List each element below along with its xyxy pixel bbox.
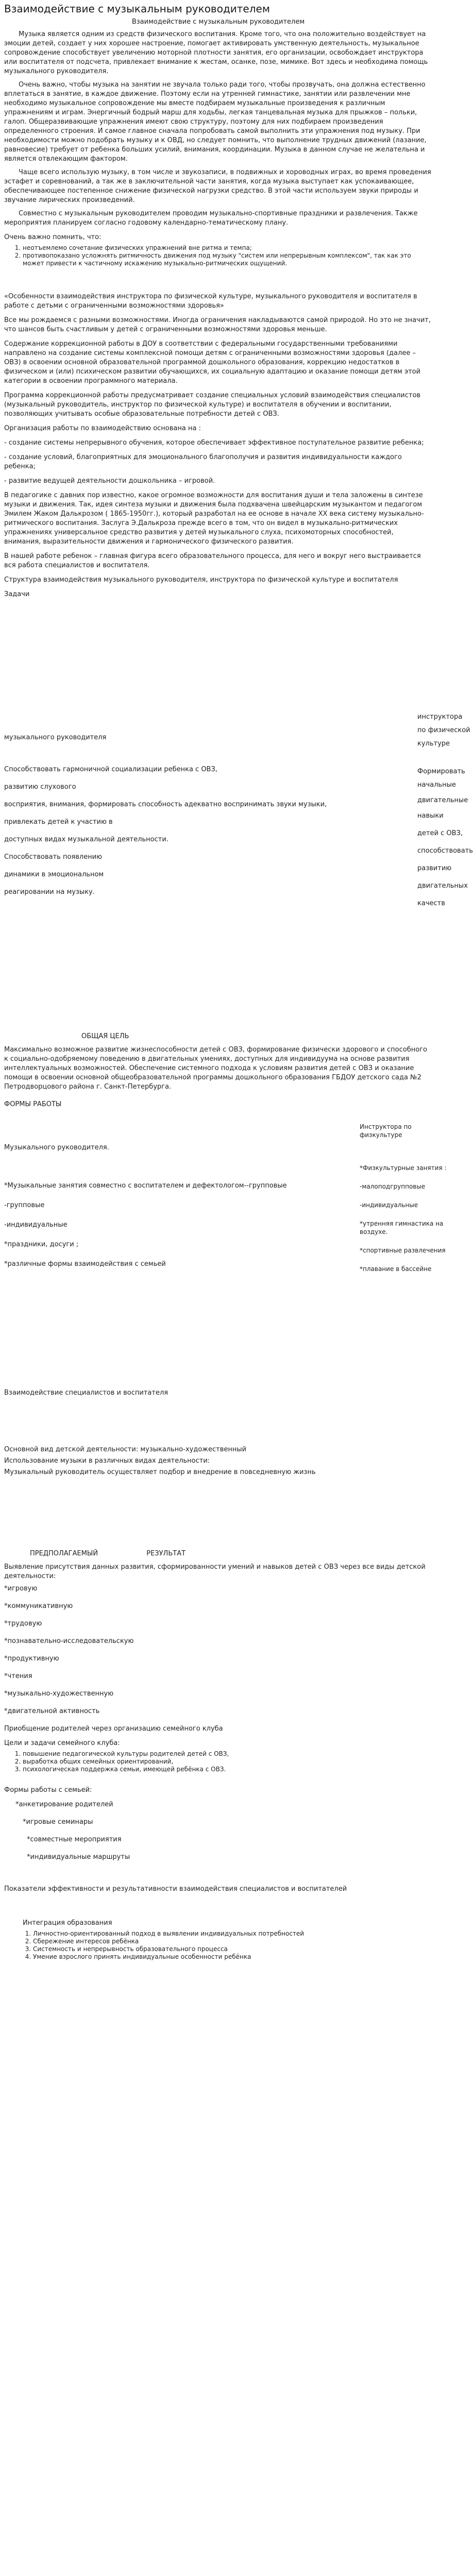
paragraph-program: Программа коррекционной работы предусматривает создание специальных условий взаимодействия специалистов (музыкальный руководитель, инструктор по физической культуре) и воспитателя в обучении и воспитании, позволяющих учитывать особые образовательные потребности детей с ОВЗ. <box>4 392 421 418</box>
list-item: *анкетирование родителей <box>15 1801 113 1808</box>
important-list <box>4 244 432 267</box>
music-leader-line: Музыкальный руководитель осуществляет подбор и внедрение в повседневную жизнь <box>4 1468 316 1476</box>
task-right-line: развитию <box>417 865 452 872</box>
page-subtitle: Взаимодействие с музыкальным руководителем <box>131 18 305 26</box>
family-forms-label: Формы работы с семьей: <box>4 1786 92 1794</box>
tasks-section <box>4 609 473 970</box>
task-left-line: Способствовать гармоничной социализации ребенка с ОВЗ, <box>4 766 217 773</box>
task-left-line: реагировании на музыку. <box>4 888 95 896</box>
integration-list <box>4 1930 432 1961</box>
task-right-line: двигательных <box>417 882 468 890</box>
forms-right-line: Инструктора по физкультуре <box>360 1123 412 1139</box>
task-left-line: доступных видах музыкальной деятельности. <box>4 836 168 843</box>
music-usage: Использование музыки в различных видах деятельности: <box>4 1457 210 1465</box>
task-left-line: динамики в эмоциональном <box>4 871 104 878</box>
list-item: 4. Умение взрослого принять индивидуальные особенности ребёнка <box>33 1953 432 1961</box>
forms-left-line: -индивидуальные <box>4 1221 67 1229</box>
condition-3: - развитие ведущей деятельности дошкольника – игровой. <box>4 477 215 485</box>
aim-section <box>4 1032 432 1092</box>
task-right-line: инструктора <box>417 713 463 721</box>
task-right-line: качеств <box>417 900 445 907</box>
intro-paragraph-2: Очень важно, чтобы музыка на занятии не звучала только ради того, чтобы прозвучать, она должна естественно вплетаться в занятие, в каждое движение. Поэтому если на утренней гимнастике, занятии или развлечении мне необходимо музыкальное сопровождение мы вместе подбираем музыкальные произведения к различным упражнениям и играм. Энергичный бодрый марш для ходьбы, легкая танцевальная музыка для прыжков – польки, галоп. Общеразвивающие упражнения имеют свою структуру, поэтому для них подбираем произведения определенного строения. И самое главное сначала попробовать самой выполнить эти упражнения под музыку. При необходимости можно подобрать музыку и к ОВД, но следует помнить, что выполнение трудных движений (лазание, равновесие) требует от ребенка больших усилий, внимания, координации. Музыка в данном случае не желательна и является отвлекающим фактором. <box>4 81 427 163</box>
forms-left-line: Музыкального руководителя. <box>4 1144 109 1151</box>
specialists-heading: Взаимодействие специалистов и воспитателя <box>4 1389 168 1397</box>
parents-paragraph: Приобщение родителей через организацию семейного клуба <box>4 1725 223 1733</box>
list-item: 1. Личностно-ориентированный подход в выявлении индивидуальных потребностей <box>33 1930 432 1938</box>
list-item: *коммуникативную <box>4 1602 73 1610</box>
page-title: Взаимодействие с музыкальным руководителем <box>4 3 270 15</box>
intro-paragraph-4: Совместно с музыкальным руководителем проводим музыкально-спортивные праздники и развлечения. Также мероприятия планируем согласно годовому календарно-тематическому плану. <box>4 210 418 227</box>
forms-left-line: -групповые <box>4 1201 45 1209</box>
main-activity: Основной вид детской деятельности: музыкально-художественный <box>4 1446 247 1453</box>
list-item: 2. выработка общих семейных ориентирований, <box>23 1758 432 1766</box>
task-left-line: привлекать детей к участию в <box>4 818 113 826</box>
task-left-line: восприятия, внимания, формировать способность адекватно воспринимать звуки музыки, <box>4 801 327 808</box>
list-item: *игровые семинары <box>23 1818 93 1826</box>
task-right-line: детей с ОВЗ, <box>417 829 463 837</box>
task-left-line: развитию слухового <box>4 783 76 791</box>
list-item: 3. психологическая поддержка семьи, имеющей ребёнка с ОВЗ. <box>23 1766 432 1773</box>
list-item: *игровую <box>4 1585 38 1592</box>
intro-paragraph-3: Чаще всего использую музыку, в том числе и звукозаписи, в подвижных и хороводных играх, во время проведения эстафет и соревнований, а так же в заключительной части занятия, когда музыка выступает как успокаивающее, обеспечивающее постепенное снижение физической нагрузки средство. В этой части используем звуки природы и звучание лирических произведений. <box>4 168 431 204</box>
goals-list <box>4 1750 432 1773</box>
list-item: *чтения <box>4 1672 32 1680</box>
forms-left-column <box>4 1143 354 1269</box>
task-right-line: способствовать <box>417 847 473 855</box>
integration-heading: Интеграция образования <box>23 1919 112 1927</box>
forms-heading: ФОРМЫ РАБОТЫ <box>4 1100 62 1108</box>
forms-right-line: -индивидуальные <box>360 1201 418 1209</box>
activity-list <box>4 1584 432 1716</box>
task-right-line: навыки <box>417 812 444 820</box>
condition-1: - создание системы непрерывного обучения, которое обеспечивает эффективное поступательное развитие ребенка; <box>4 439 424 447</box>
list-item: 1. неотъемлемо сочетание физических упражнений вне ритма и темпа; <box>23 244 432 252</box>
aim-heading: ОБЩАЯ ЦЕЛЬ <box>81 1032 129 1040</box>
list-item: 2. противопоказано усложнять ритмичность движения под музыку "систем или непрерывным комплексом", так как это может привести к частичному искажению музыкально-ритмических ощущений. <box>23 252 432 267</box>
list-item: *познавательно-исследовательскую <box>4 1637 134 1645</box>
task-right-line: по физической <box>417 726 470 734</box>
list-item: *индивидуальные маршруты <box>27 1853 130 1861</box>
task-right-line: Формировать <box>417 768 465 775</box>
forms-left-line: *различные формы взаимодействия с семьей <box>4 1260 166 1268</box>
paragraph-content: Содержание коррекционной работы в ДОУ в соответствии с федеральными государственными требованиями направлено на создание системы комплексной помощи детям с ограниченными возможностями здоровья (далее – ОВЗ) в освоении основной образовательной программой дошкольного образования, коррекцию недостатков в физическом и (или) психическом развитии обучающихся, их социальную адаптацию и оказание помощи детям этой категории в освоении программного материала. <box>4 340 421 385</box>
paragraph-born: Все мы рождаемся с разными возможностями. Иногда ограничения накладываются самой природой. Но это не значит, что шансов быть счастливым у детей с ограниченными возможностями здоровья меньше. <box>4 316 431 333</box>
result-heading-part-2: РЕЗУЛЬТАТ <box>146 1550 186 1557</box>
list-item: *трудовую <box>4 1620 42 1628</box>
list-item: *двигательной активность <box>4 1707 100 1715</box>
list-item: 2. Сбережение интересов ребёнка <box>33 1938 432 1945</box>
forms-right-column <box>360 1123 447 1273</box>
result-heading <box>30 1549 432 1558</box>
indicators-paragraph: Показатели эффективности и результативности взаимодействия специалистов и воспитателей <box>4 1885 347 1893</box>
intro-paragraph-1: Музыка является одним из средств физического воспитания. Кроме того, что она положительно воздействует на эмоции детей, создает у них хорошее настроение, помогает активировать умственную деятельность, музыкальное сопровождение способствует увеличению моторной плотности занятия, его организации, освобождает инструктора или воспитателя от подсчета, привлекает внимание к жестам, осанке, позе, мимике. Вот здесь и необходима помощь музыкального руководителя. <box>4 30 428 75</box>
forms-left-line: *праздники, досуги ; <box>4 1241 79 1248</box>
goals-label: Цели и задачи семейного клуба: <box>4 1739 120 1747</box>
forms-section <box>4 1100 447 1388</box>
result-heading-part-1: ПРЕДПОЛАГАЕМЫЙ <box>30 1550 98 1557</box>
quote-block: «Особенности взаимодействия инструктора по физической культуре, музыкального руководителя и воспитателя в работе с детьми с ограниченными возможностями здоровья» <box>4 293 417 310</box>
forms-right-line: *спортивные развлечения <box>360 1247 446 1254</box>
forms-left-line: *Музыкальные занятия совместно с воспитателем и дефектологом--групповые <box>4 1182 287 1190</box>
family-forms-list <box>4 1800 432 1862</box>
paragraph-structure: Структура взаимодействия музыкального руководителя, инструктора по физической культуре и воспитателя <box>4 576 398 584</box>
task-left-line: Способствовать появлению <box>4 853 103 861</box>
list-item: 1. повышение педагогической культуры родителей детей с ОВЗ, <box>23 1750 432 1758</box>
task-right-line: культуре <box>417 740 450 748</box>
paragraph-center: В нашей работе ребенок – главная фигура всего образовательного процесса, для него и вокруг него выстраивается вся работа специалистов и воспитателя. <box>4 552 421 569</box>
list-item: 3. Системность и непрерывность образовательного процесса <box>33 1945 432 1953</box>
tasks-label: Задачи <box>4 590 30 598</box>
condition-2: - создание условий, благоприятных для эмоционального благополучия и развития индивидуальности каждого ребенка; <box>4 453 402 470</box>
paragraph-pedagogy: В педагогике с давних пор известно, какое огромное возможности для воспитания души и тела заложены в синтезе музыки и движения. Так, идея синтеза музыки и движения была подхвачена швейцарским музыкантом и педагогом Эмилем Жаком Далькрозом ( 1865-1950гг.), который разработал на ее основе в начале XX века систему музыкально-ритмического воспитания. Заслуга Э.Далькроза прежде всего в том, что он видел в музыкально-ритмических упражнениях универсальное средство развития у детей музыкального слуха, психомоторных способностей, внимания, выразительности движения и гармонического физического развития. <box>4 492 424 546</box>
list-item: *продуктивную <box>4 1655 59 1663</box>
tasks-left-column <box>4 733 411 897</box>
important-label: Очень важно помнить, что: <box>4 233 102 241</box>
paragraph-organization: Организация работы по взаимодействию основана на : <box>4 425 201 432</box>
aim-text: Максимально возможное развитие жизнеспособности детей с ОВЗ, формирование физически здорового и способного к социально-одобряемому поведению в двигательных умениях, доступных для индивидуума на основе развития интеллектуальных возможностей. Обеспечение системного подхода к условиям развития детей с ОВЗ и оказание помощи в освоении основной общеобразовательной программы дошкольного образования ГБДОУ детского сада №2 Петродворцового района г. Санкт-Петербурга. <box>4 1046 427 1091</box>
task-left-line: музыкального руководителя <box>4 734 107 741</box>
forms-right-line: *плавание в бассейне <box>360 1265 432 1273</box>
task-right-line: начальные <box>417 781 456 789</box>
list-item: *совместные мероприятия <box>27 1836 122 1843</box>
forms-right-line: -малоподгрупповые <box>360 1183 426 1190</box>
tasks-right-column <box>417 713 473 917</box>
task-right-line: двигательные <box>417 796 468 804</box>
forms-right-line: *Физкультурные занятия : <box>360 1164 447 1172</box>
reveal-paragraph: Выявление присутствия данных развития, сформированности умений и навыков детей с ОВЗ через все виды детской деятельности: <box>4 1563 426 1580</box>
forms-right-line: *утренняя гимнастика на воздухе. <box>360 1220 444 1235</box>
list-item: *музыкально-художественную <box>4 1690 114 1698</box>
